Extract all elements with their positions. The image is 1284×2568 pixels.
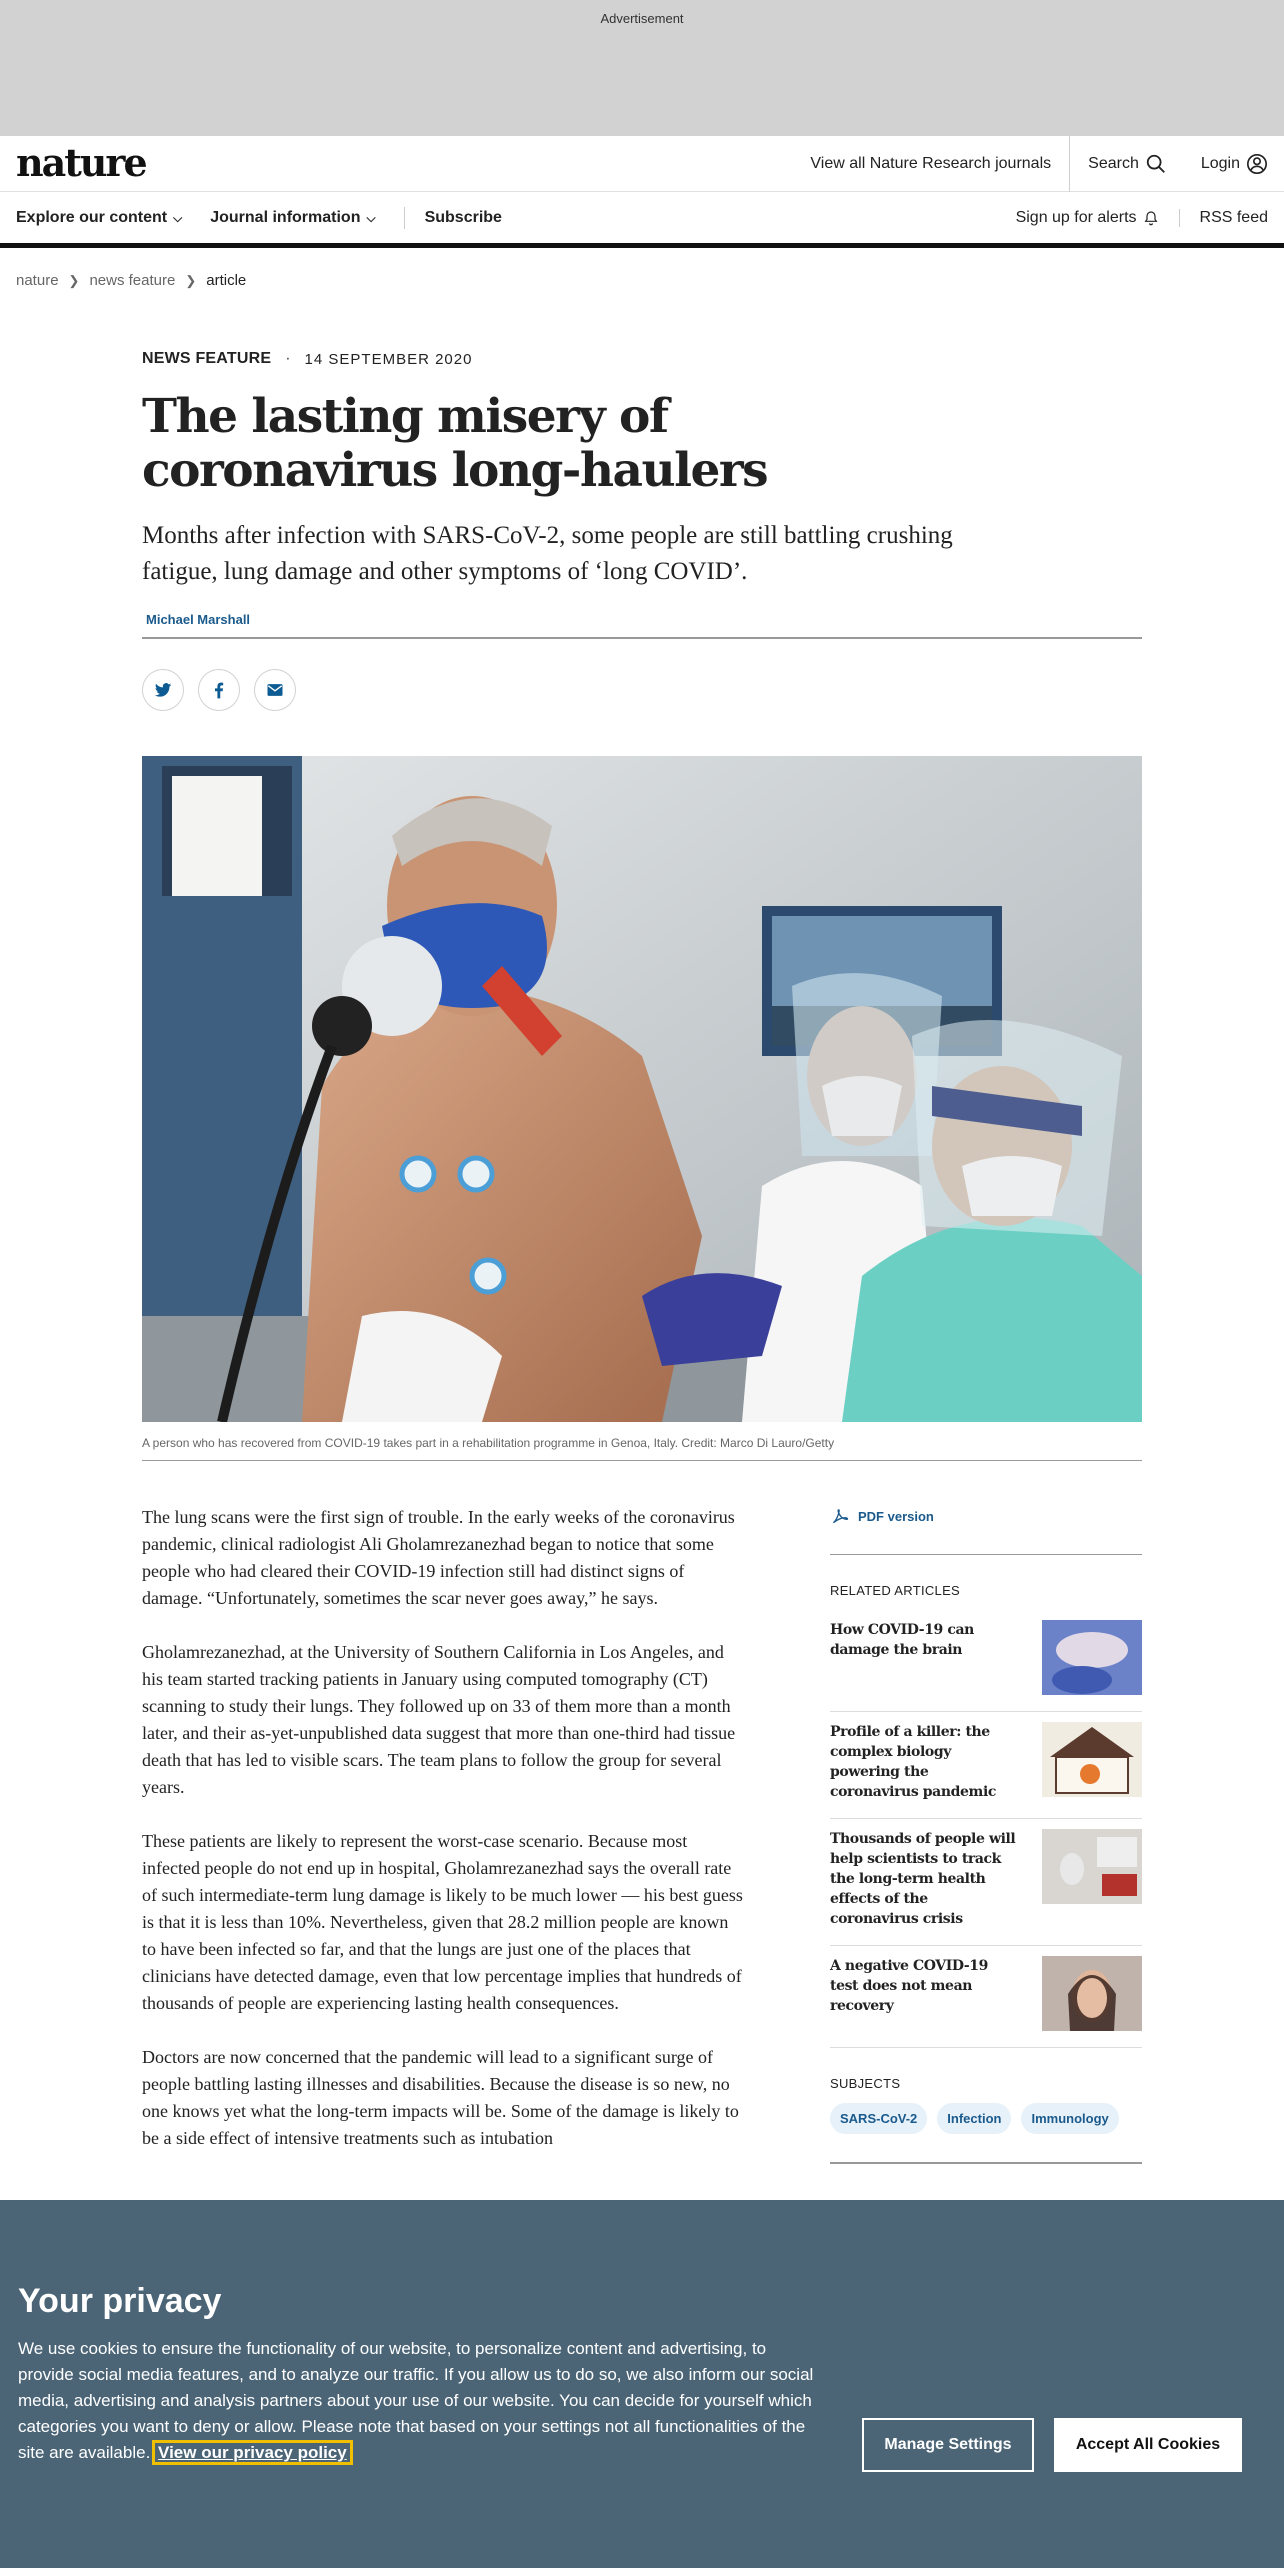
email-icon: [265, 680, 285, 700]
twitter-icon: [153, 680, 173, 700]
breadcrumb: [16, 272, 246, 289]
pdf-version-link[interactable]: [830, 1504, 1142, 1555]
pdf-version-label: PDF version: [858, 1508, 934, 1524]
cookie-text: [18, 2336, 818, 2466]
login-button[interactable]: [1183, 153, 1284, 175]
breadcrumb-article: article: [206, 272, 247, 289]
chevron-down-icon: ⌵: [173, 210, 183, 225]
body-paragraph: These patients are likely to represent the worst-case scenario. Because most infected people do not end up in hospital, Gholamrezanezhad says the overall rate of such intermediate-term lung damage is likely to be much lower — his best guess is that it is less than 10%. Nevertheless, given that 28.2 million people are known to have been infected so far, and that the lungs are just one of the places that clinicians have detected damage, even that low percentage implies that hundreds of thousands of people are experiencing lasting health consequences.: [142, 1831, 743, 2013]
explore-content-label: Explore our content: [16, 209, 168, 226]
share-facebook-button[interactable]: [198, 669, 240, 711]
login-label: Login: [1200, 155, 1240, 172]
article-header: [142, 350, 1142, 711]
cookie-description: We use cookies to ensure the functionality of our website, to personalize content and advertising, to provide social media features, and to analyze our traffic. If you allow us to do so, we also inform our social media, advertising and analysis partners about your use of our website. You can decide for yourself which categories you want to deny or allow. Please note that based on your settings not all functionalities of the site are available.: [18, 2339, 814, 2462]
breadcrumb-nature[interactable]: nature: [16, 272, 59, 289]
subject-tag[interactable]: Infection: [937, 2103, 1011, 2134]
article-kicker: [142, 350, 1142, 368]
advertisement-label: Advertisement: [600, 11, 684, 26]
related-article-thumbnail[interactable]: [1042, 1829, 1142, 1904]
article-title: The lasting misery of coronavirus long-haulers: [142, 389, 768, 498]
sidebar-divider: [830, 2162, 1142, 2164]
nav-divider: [404, 207, 405, 229]
article-lead-photo: [142, 756, 1142, 1422]
chevron-right-icon: ❯: [185, 272, 197, 288]
search-label: Search: [1088, 155, 1139, 172]
subject-tag[interactable]: SARS-CoV-2: [830, 2103, 927, 2134]
related-article-title[interactable]: Thousands of people will help scientists to track the long-term health effects of the coronavirus crisis: [830, 1831, 1016, 1927]
subject-tags: [830, 2103, 1142, 2134]
article-standfirst: Months after infection with SARS-CoV-2, some people are still battling crushing fatigue, lung damage and other symptoms of ‘long COVID’.: [142, 522, 953, 585]
explore-content-menu[interactable]: [16, 209, 182, 227]
cookie-consent-banner: [0, 2200, 1284, 2568]
main-nav: [0, 192, 1284, 248]
search-icon: [1145, 153, 1167, 175]
related-article-title[interactable]: How COVID-19 can damage the brain: [830, 1622, 974, 1658]
subject-tag[interactable]: Immunology: [1021, 2103, 1118, 2134]
journal-information-menu[interactable]: [210, 209, 375, 227]
article-body: [142, 1504, 744, 2179]
sign-up-alerts-link[interactable]: [1016, 209, 1180, 227]
related-article-title[interactable]: Profile of a killer: the complex biology powering the coronavirus pandemic: [830, 1724, 996, 1800]
article-date: 14 SEPTEMBER 2020: [304, 350, 473, 368]
related-article-thumbnail[interactable]: [1042, 1722, 1142, 1797]
article-type: NEWS FEATURE: [142, 350, 272, 367]
author-link[interactable]: Michael Marshall: [146, 612, 251, 627]
related-articles-heading: RELATED ARTICLES: [830, 1583, 961, 1598]
subscribe-link[interactable]: Subscribe: [424, 209, 502, 226]
search-button[interactable]: [1070, 153, 1183, 175]
chevron-down-icon: ⌵: [366, 210, 376, 225]
bell-icon: [1143, 210, 1159, 226]
related-article[interactable]: [830, 1819, 1142, 1946]
rehabilitation-photo-illustration: [142, 756, 1142, 1422]
privacy-policy-link[interactable]: View our privacy policy: [155, 2443, 350, 2462]
alerts-label: Sign up for alerts: [1015, 209, 1137, 226]
body-paragraph: The lung scans were the first sign of trouble. In the early weeks of the coronavirus pandemic, clinical radiologist Ali Gholamrezanezhad began to notice that some people who had cleared their COVID-19 infection still had distinct signs of damage. “Unfortunately, sometimes the scar never goes away,” he says.: [142, 1507, 735, 1608]
share-email-button[interactable]: [254, 669, 296, 711]
cookie-heading: Your privacy: [18, 2282, 222, 2320]
related-article-thumbnail[interactable]: [1042, 1620, 1142, 1695]
related-article[interactable]: [830, 1712, 1142, 1819]
related-article-title[interactable]: A negative COVID-19 test does not mean recovery: [830, 1958, 988, 2014]
author-list: [142, 612, 1142, 639]
advertisement-banner: [0, 0, 1284, 136]
breadcrumb-news-feature[interactable]: news feature: [89, 272, 176, 289]
related-article-thumbnail[interactable]: [1042, 1956, 1142, 2031]
manage-settings-button[interactable]: Manage Settings: [862, 2418, 1034, 2472]
related-article[interactable]: [830, 1946, 1142, 2048]
subjects-heading: SUBJECTS: [830, 2076, 901, 2091]
nature-logo[interactable]: nature: [16, 140, 146, 185]
header-links: [810, 136, 1284, 192]
journal-information-label: Journal information: [210, 209, 361, 226]
site-header: [0, 136, 1284, 192]
kicker-separator: ·: [285, 350, 291, 367]
accept-all-cookies-button[interactable]: Accept All Cookies: [1054, 2418, 1242, 2472]
share-buttons: [142, 669, 1142, 711]
pdf-icon: [830, 1506, 850, 1526]
share-twitter-button[interactable]: [142, 669, 184, 711]
body-paragraph: Gholamrezanezhad, at the University of Southern California in Los Angeles, and his team started tracking patients in January using computed tomography (CT) scanning to study their lungs. They followed up on 33 of them more than a month later, and their as-yet-unpublished data suggest that more than one-third had tissue death that has led to visible scars. The team plans to follow the group for several years.: [142, 1642, 736, 1797]
body-paragraph: Doctors are now concerned that the pandemic will lead to a significant surge of people battling lasting illnesses and disabilities. Because the disease is so new, no one knows yet what the long-term impacts will be. Some of the damage is likely to be a side effect of intensive treatments such as intubation: [142, 2047, 739, 2148]
figure-caption: A person who has recovered from COVID-19 takes part in a rehabilitation programme in Genoa, Italy. Credit: Marco Di Lauro/Getty: [142, 1436, 1142, 1461]
user-icon: [1246, 153, 1268, 175]
rss-feed-link[interactable]: RSS feed: [1199, 209, 1268, 226]
article-sidebar: [830, 1504, 1142, 2164]
view-all-journals-link[interactable]: View all Nature Research journals: [810, 136, 1070, 192]
facebook-icon: [209, 680, 229, 700]
chevron-right-icon: ❯: [68, 272, 80, 288]
related-article[interactable]: [830, 1610, 1142, 1712]
